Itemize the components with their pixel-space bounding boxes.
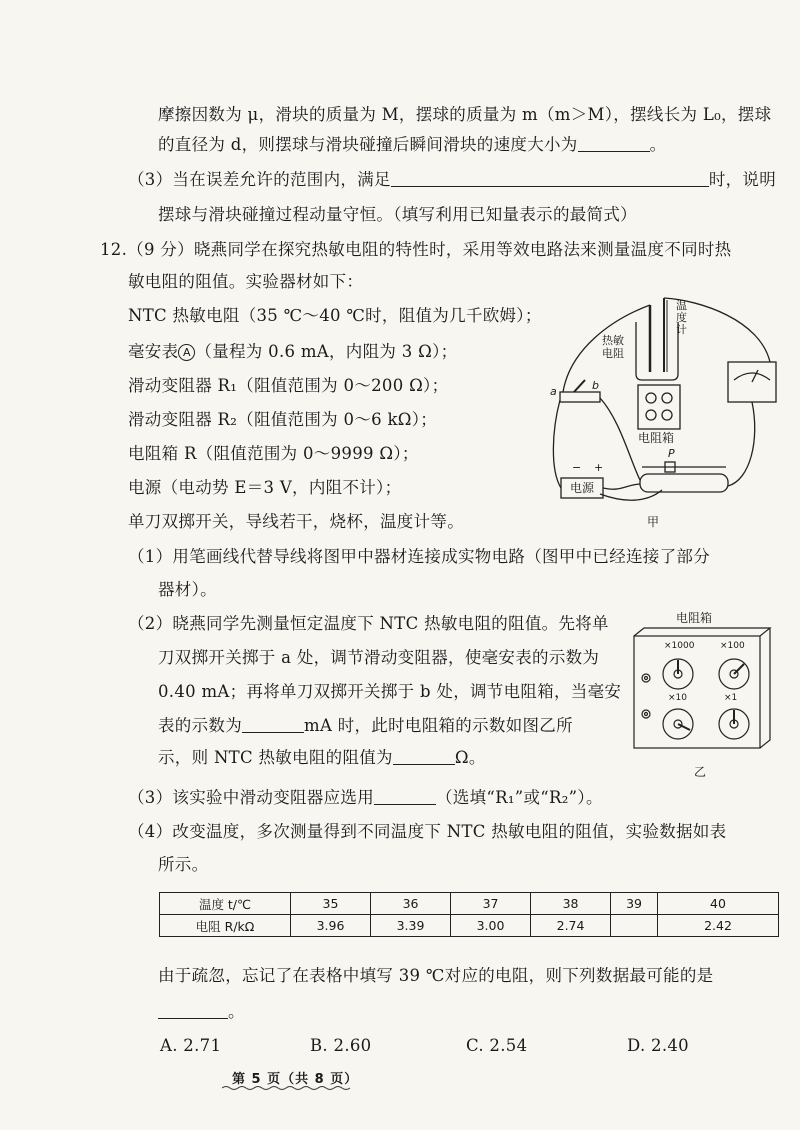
page-footer: 第 5 页（共 8 页） <box>232 1072 359 1087</box>
text-span: （3）该实验中滑动变阻器应选用 <box>128 788 374 807</box>
text-line <box>158 746 486 770</box>
table-header-cell: 电阻 R/kΩ <box>160 915 291 937</box>
data-table <box>159 892 779 937</box>
text-span: （3）当在误差允许的范围内，满足 <box>128 170 391 189</box>
text-line: 摩擦因数为 μ，滑块的质量为 M，摆球的质量为 m（m＞M），摆线长为 L₀，摆球 <box>158 105 772 124</box>
table-cell: 36 <box>371 893 451 915</box>
text-span: （选填“R₁”或“R₂”）。 <box>436 788 603 807</box>
figure-yi <box>632 626 772 754</box>
answer-blank[interactable] <box>393 748 455 765</box>
text-span: 。 <box>649 135 667 154</box>
text-line <box>158 714 573 738</box>
text-span: 的直径为 d，则摆球与滑块碰撞后瞬间滑块的速度大小为 <box>158 135 578 154</box>
text-line: 由于疏忽，忘记了在表格中填写 39 ℃对应的电阻，则下列数据最可能的是 <box>158 966 714 985</box>
dial-label: ×1000 <box>664 641 695 651</box>
text-span: 表的示数为 <box>158 716 242 735</box>
answer-blank[interactable] <box>158 1002 228 1019</box>
text-line: 刀双掷开关掷于 a 处，调节滑动变阻器，使毫安表的示数为 <box>158 648 600 667</box>
dial-label: ×10 <box>668 693 687 703</box>
footer-wave-decoration <box>222 1085 352 1091</box>
question-12-heading: 12.（9 分）晓燕同学在探究热敏电阻的特性时，采用等效电路法来测量温度不同时热 <box>100 240 732 259</box>
table-cell: 3.00 <box>451 915 531 937</box>
thermistor-label: 热敏 电阻 <box>602 334 624 360</box>
text-span: （量程为 0.6 mA，内阻为 3 Ω）； <box>195 342 458 361</box>
text-line: （1）用笔画线代替导线将图甲中器材连接成实物电路（图甲中已经连接了部分 <box>128 547 710 566</box>
equipment-item: 电源（电动势 E＝3 V，内阻不计）； <box>128 478 402 497</box>
equipment-item: 滑动变阻器 R₂（阻值范围为 0～6 kΩ）； <box>128 410 438 429</box>
text-line: （2）晓燕同学先测量恒定温度下 NTC 热敏电阻的阻值。先将单 <box>128 614 609 633</box>
choice-c: C. 2.54 <box>466 1036 528 1055</box>
text-line: 敏电阻的阻值。实验器材如下： <box>128 272 364 291</box>
text-line <box>158 1000 245 1024</box>
table-cell: 3.39 <box>371 915 451 937</box>
minus-label: − <box>572 461 582 474</box>
table-cell <box>611 915 658 937</box>
answer-blank[interactable] <box>374 788 436 805</box>
ammeter-symbol: A <box>178 344 195 361</box>
text-line: （4）改变温度，多次测量得到不同温度下 NTC 热敏电阻的阻值，实验数据如表 <box>128 822 727 841</box>
text-span: Ω。 <box>454 748 486 767</box>
table-cell: 37 <box>451 893 531 915</box>
text-span: 示，则 NTC 热敏电阻的阻值为 <box>158 748 393 767</box>
thermometer-label: 温 度 计 <box>676 299 687 336</box>
figure-jia-caption: 甲 <box>647 515 660 529</box>
table-cell: 39 <box>611 893 658 915</box>
figure-yi-caption: 乙 <box>694 765 707 779</box>
answer-blank[interactable] <box>242 716 304 733</box>
text-span: 毫安表 <box>128 342 179 361</box>
choice-d: D. 2.40 <box>627 1036 689 1055</box>
table-header-cell: 温度 t/℃ <box>160 893 291 915</box>
table-cell: 40 <box>658 893 779 915</box>
switch-a-label: a <box>550 385 557 398</box>
table-cell: 35 <box>291 893 371 915</box>
choice-b: B. 2.60 <box>310 1036 372 1055</box>
equipment-item: 滑动变阻器 R₁（阻值范围为 0～200 Ω）； <box>128 376 449 395</box>
switch-b-label: b <box>592 379 599 392</box>
table-cell: 2.42 <box>658 915 779 937</box>
equipment-item: NTC 热敏电阻（35 ℃～40 ℃时，阻值为几千欧姆）； <box>128 306 542 325</box>
figure-yi-title: 电阻箱 <box>676 611 713 625</box>
text-line: 所示。 <box>158 855 209 874</box>
dial-label: ×100 <box>720 641 745 651</box>
table-cell: 3.96 <box>291 915 371 937</box>
slider-p-label: P <box>668 447 675 460</box>
choice-a: A. 2.71 <box>160 1036 222 1055</box>
table-cell: 2.74 <box>531 915 611 937</box>
text-span: 。 <box>228 1002 245 1021</box>
table-row <box>160 893 779 915</box>
table-cell: 38 <box>531 893 611 915</box>
resistance-box-label: 电阻箱 <box>638 431 675 445</box>
power-label: 电源 <box>570 481 595 495</box>
dial-label: ×1 <box>724 693 738 703</box>
text-span: 时，说明 <box>708 170 777 189</box>
equipment-item: 电阻箱 R（阻值范围为 0～9999 Ω）； <box>128 444 419 463</box>
table-row <box>160 915 779 937</box>
plus-label: + <box>594 461 604 474</box>
text-line: 0.40 mA；再将单刀双掷开关掷于 b 处，调节电阻箱，当毫安 <box>158 682 622 701</box>
text-line: 摆球与滑块碰撞过程动量守恒。（填写利用已知量表示的最简式） <box>158 205 637 224</box>
text-line <box>128 786 603 810</box>
equipment-item: 单刀双掷开关，导线若干，烧杯，温度计等。 <box>128 512 464 531</box>
text-span: mA 时，此时电阻箱的示数如图乙所 <box>304 716 573 735</box>
text-line: 器材）。 <box>158 580 217 599</box>
